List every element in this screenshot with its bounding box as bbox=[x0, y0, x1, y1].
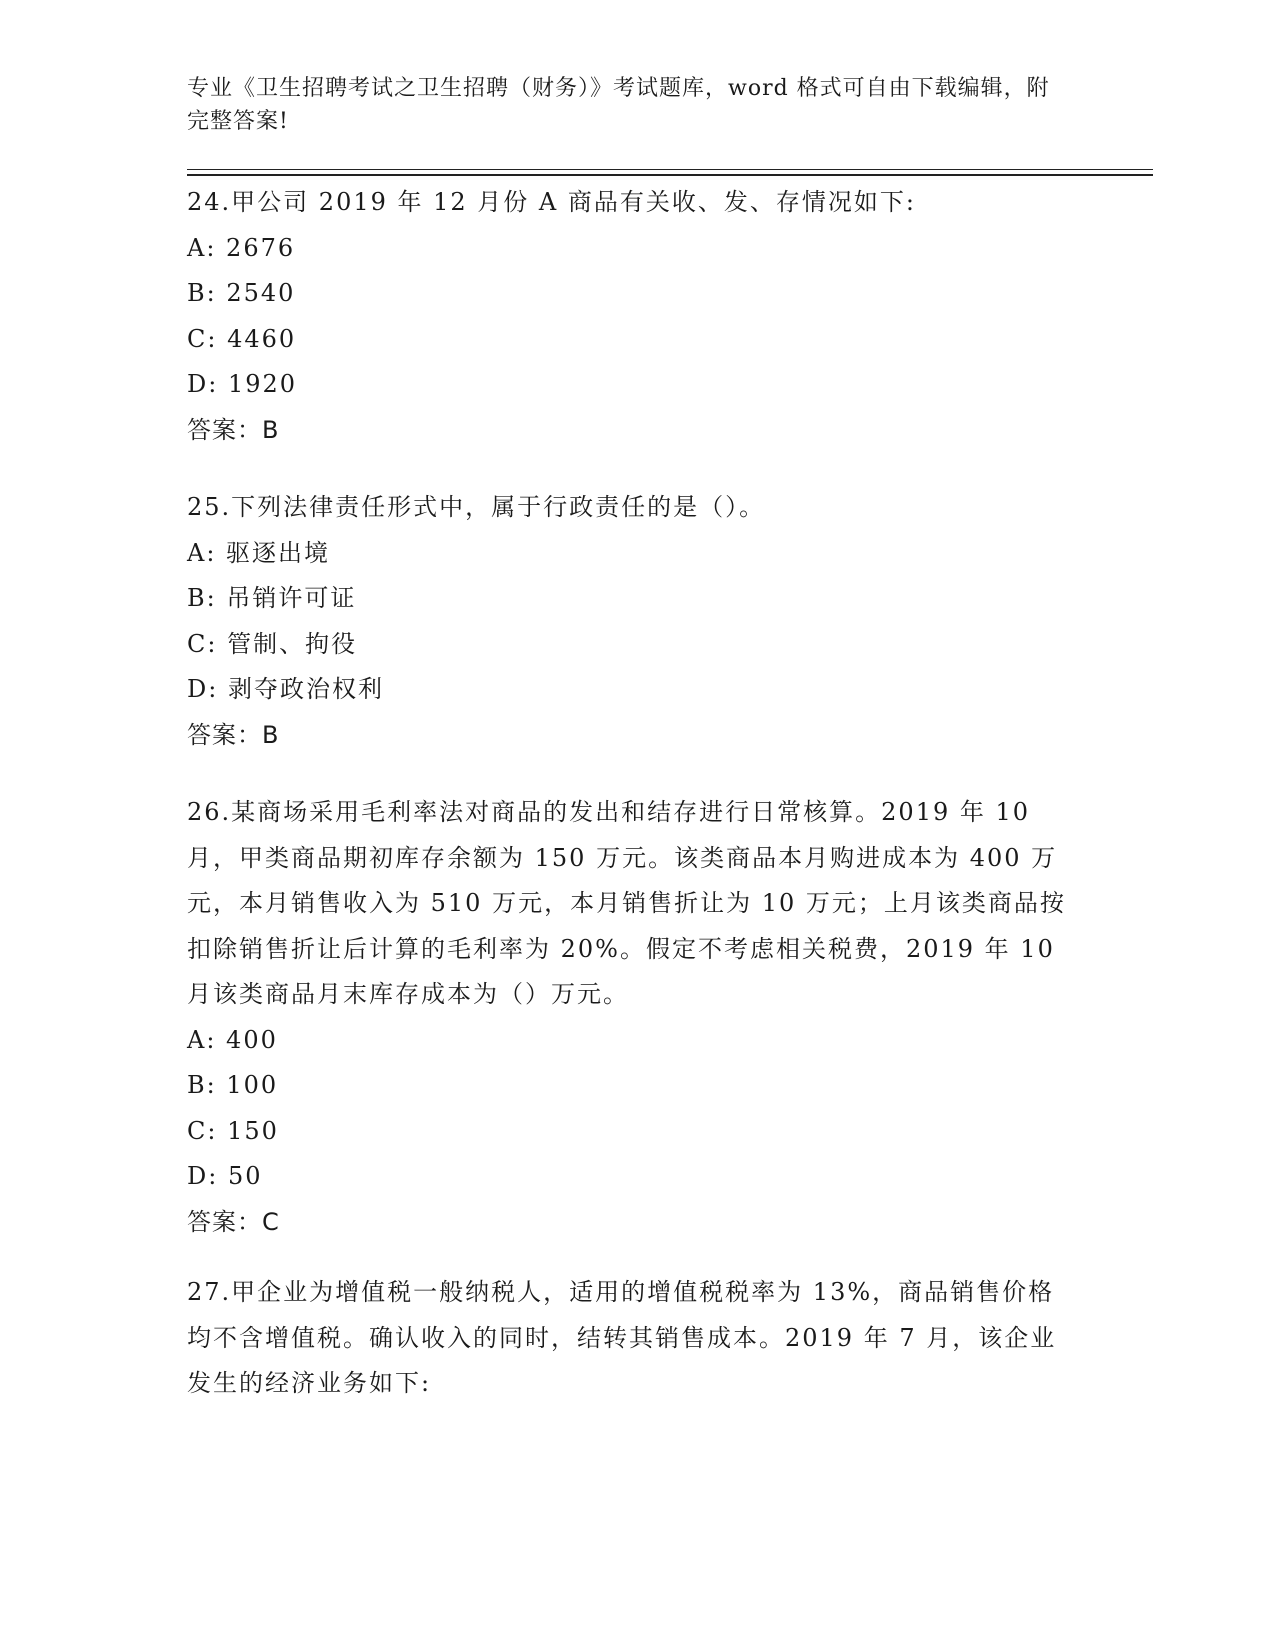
option-d: D: 1920 bbox=[187, 370, 298, 398]
option-b: B: 100 bbox=[187, 1071, 279, 1099]
option-c: C: 150 bbox=[187, 1116, 279, 1145]
header-rule-thin bbox=[187, 169, 1153, 170]
question-26 bbox=[187, 790, 1067, 1245]
question-25 bbox=[187, 485, 1067, 758]
question-stem: 25.下列法律责任形式中，属于行政责任的是（）。 bbox=[187, 493, 766, 521]
question-27 bbox=[187, 1270, 1067, 1407]
option-d: D: 剥夺政治权利 bbox=[187, 675, 384, 703]
document-header: 专业《卫生招聘考试之卫生招聘（财务）》考试题库，word 格式可自由下载编辑，附完整答案! bbox=[187, 76, 1050, 134]
answer: 答案：B bbox=[187, 720, 280, 749]
question-stem: 27.甲企业为增值税一般纳税人，适用的增值税税率为 13%，商品销售价格均不含增值税。确认收入的同时，结转其销售成本。2019 年 7 月，该企业发生的经济业务如下: bbox=[187, 1278, 1057, 1397]
header-rule-thick bbox=[187, 174, 1153, 176]
option-a: A: 驱逐出境 bbox=[187, 538, 331, 567]
option-c: C: 4460 bbox=[187, 324, 297, 353]
option-a: A: 400 bbox=[187, 1025, 278, 1054]
option-c: C: 管制、拘役 bbox=[187, 629, 358, 658]
answer: 答案：B bbox=[187, 415, 280, 444]
option-a: A: 2676 bbox=[187, 233, 296, 262]
option-b: B: 吊销许可证 bbox=[187, 584, 357, 612]
question-24 bbox=[187, 180, 1067, 453]
option-b: B: 2540 bbox=[187, 279, 296, 307]
question-stem: 26.某商场采用毛利率法对商品的发出和结存进行日常核算。2019 年 10 月，甲类商品期初库存余额为 150 万元。该类商品本月购进成本为 400 万元，本月销售收入为 510 万元，本月销售折让为 10 万元；上月该类商品按扣除销售折让后计算的毛利率为 20%。假定不考虑相关税费，2019 年 10 月该类商品月末库存成本为（）万元。 bbox=[187, 798, 1066, 1008]
question-stem: 24.甲公司 2019 年 12 月份 A 商品有关收、发、存情况如下: bbox=[187, 188, 916, 216]
answer: 答案：C bbox=[187, 1207, 280, 1236]
option-d: D: 50 bbox=[187, 1162, 263, 1190]
